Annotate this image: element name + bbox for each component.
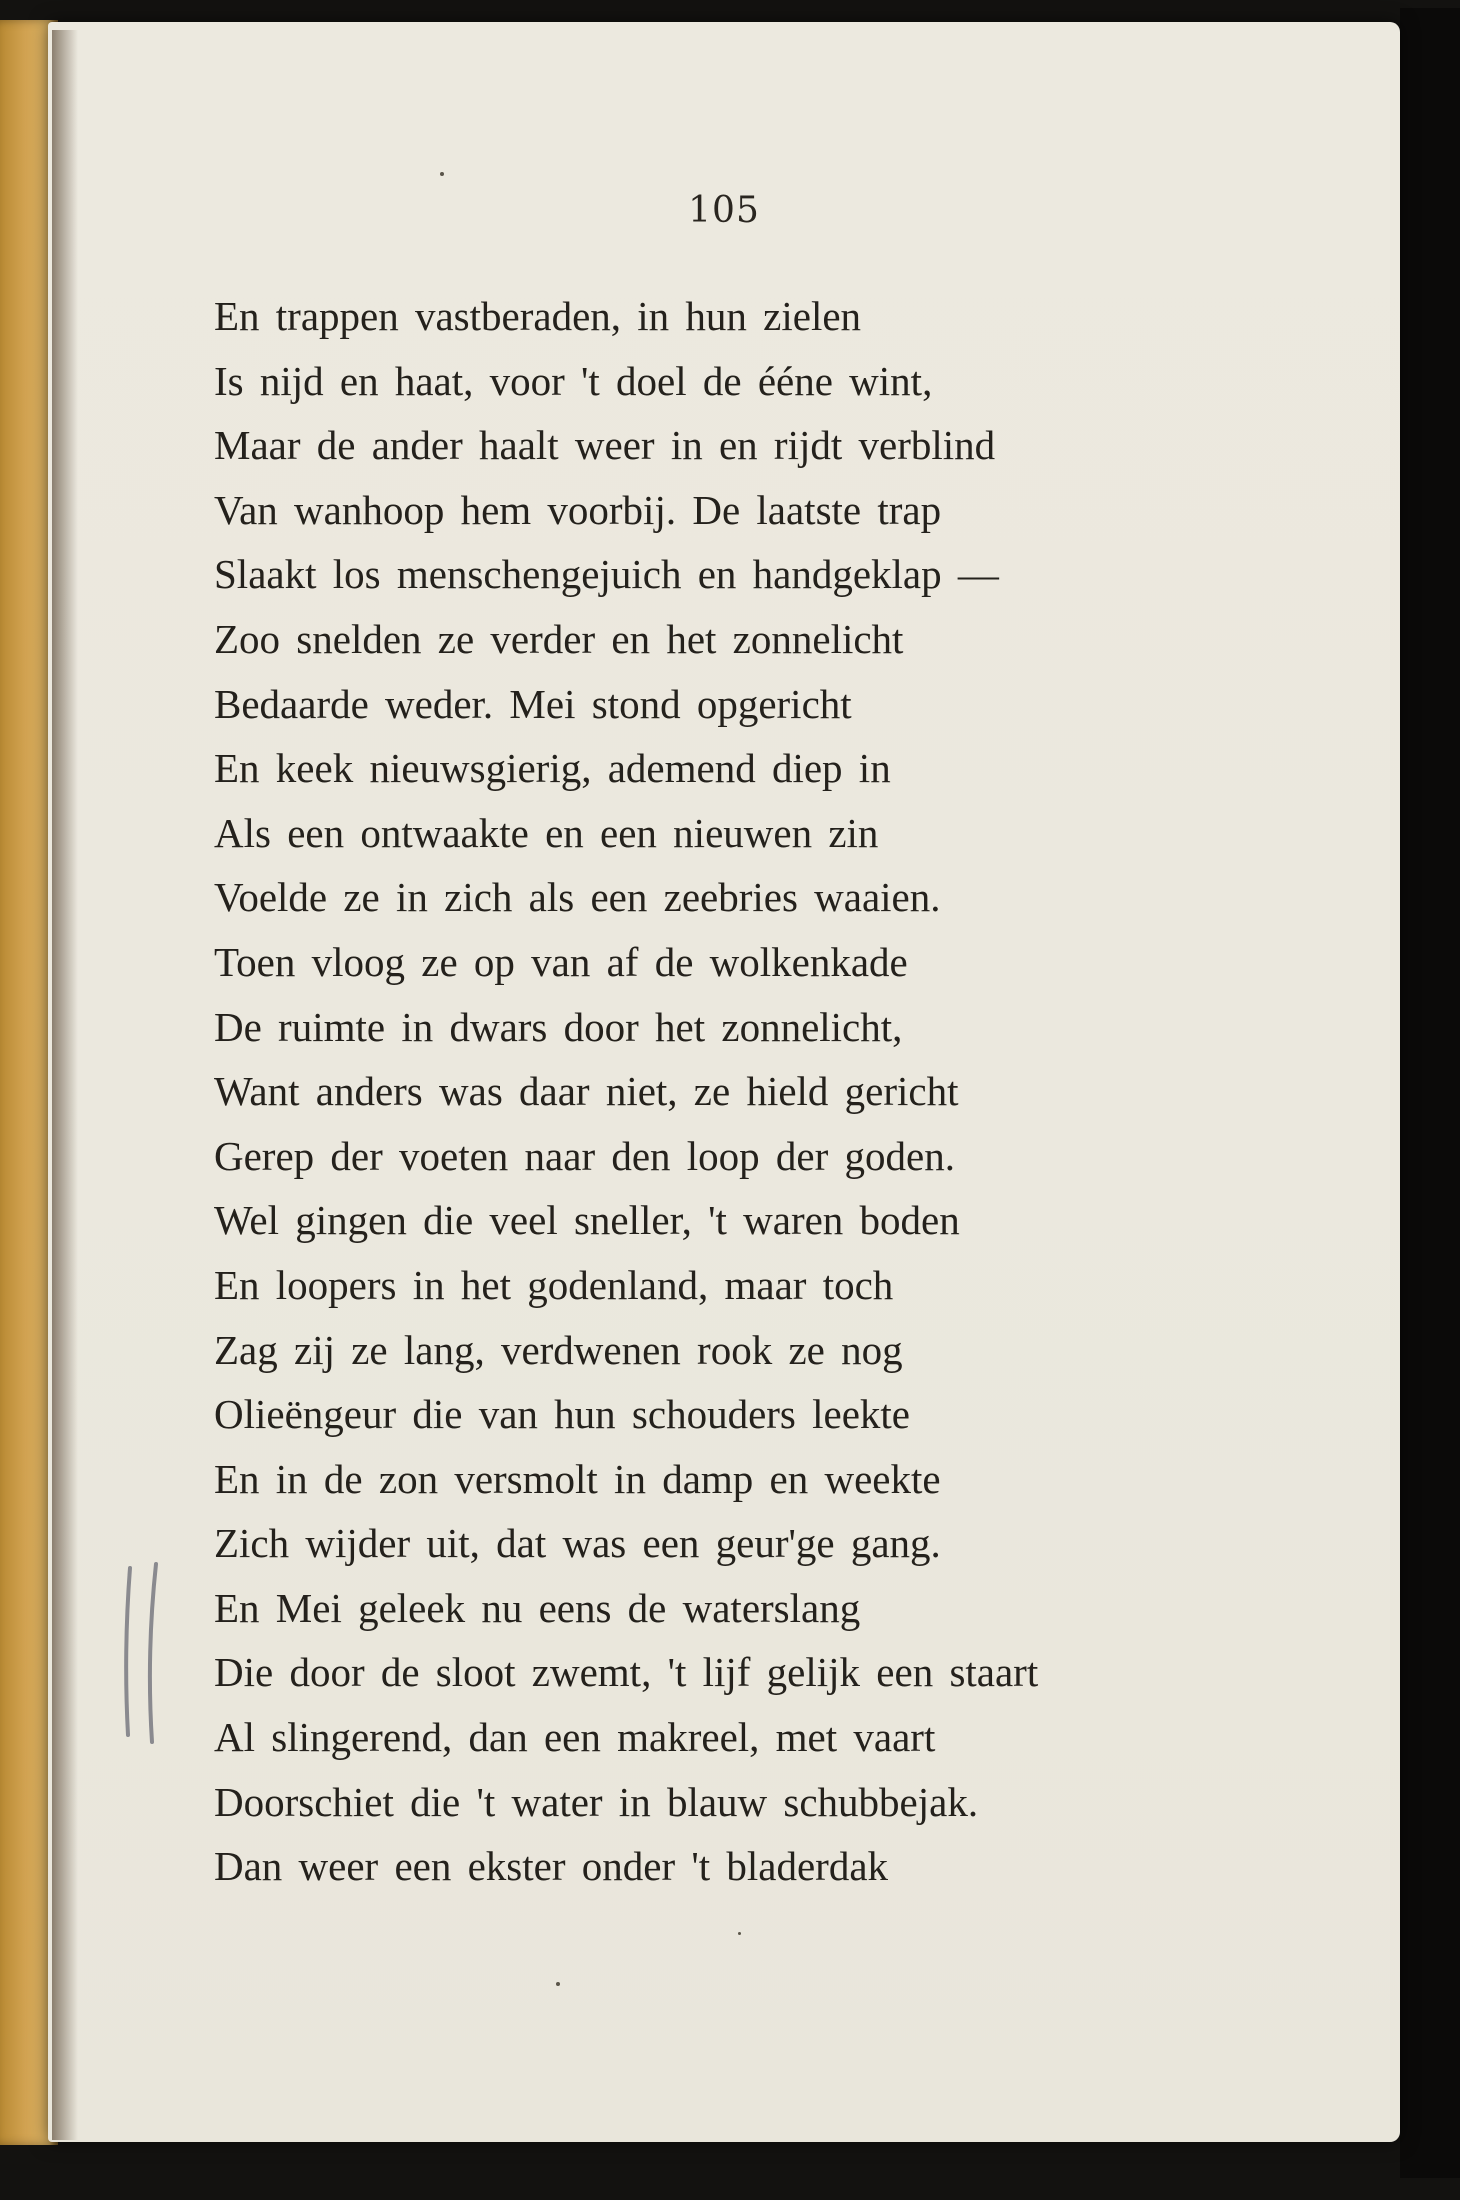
verse-line: Dan weer een ekster onder 't bladerdak (214, 1843, 889, 1890)
verse-line: Want anders was daar niet, ze hield gericht (214, 1068, 959, 1115)
verse-line: Die door de sloot zwemt, 't lijf gelijk een staart (214, 1649, 1039, 1696)
page-number: 105 (688, 190, 760, 231)
poem-text (214, 284, 1274, 1899)
verse-line: Voelde ze in zich als een zeebries waaien. (214, 874, 941, 921)
verse-line: Gerep der voeten naar den loop der goden. (214, 1132, 955, 1179)
paper-speck (440, 172, 444, 176)
verse-line: Zag zij ze lang, verdwenen rook ze nog (214, 1326, 903, 1373)
paper-speck (556, 1982, 560, 1986)
paper-speck (738, 1932, 741, 1935)
verse-line: Zich wijder uit, dat was een geur'ge gang. (214, 1520, 941, 1567)
verse-line: En trappen vastberaden, in hun zielen (214, 293, 862, 339)
verse-line: Zoo snelden ze verder en het zonnelicht (214, 615, 904, 662)
verse-line: Maar de ander haalt weer in en rijdt verblind (214, 422, 996, 469)
verse-line: De ruimte in dwars door het zonnelicht, (214, 1003, 903, 1050)
gutter-shadow (52, 30, 78, 2140)
book-cover-edge (1400, 8, 1460, 2178)
verse-line: En loopers in het godenland, maar toch (214, 1261, 894, 1308)
verse-line: Als een ontwaakte en een nieuwen zin (214, 809, 879, 856)
book-page (48, 22, 1400, 2142)
verse-line: Toen vloog ze op van af de wolkenkade (214, 938, 908, 985)
verse-line: Olieëngeur die van hun schouders leekte (214, 1391, 911, 1438)
verse-line: Wel gingen die veel sneller, 't waren boden (214, 1197, 960, 1244)
verse-line: Bedaarde weder. Mei stond opgericht (214, 680, 852, 727)
verse-line: Doorschiet die 't water in blauw schubbejak. (214, 1778, 979, 1825)
verse-line: Is nijd en haat, voor 't doel de ééne wint, (214, 357, 933, 404)
verse-line: Van wanhoop hem voorbij. De laatste trap (214, 486, 942, 533)
verse-line: En in de zon versmolt in damp en weekte (214, 1455, 941, 1502)
verse-line: Al slingerend, dan een makreel, met vaart (214, 1714, 936, 1761)
verse-line: Slaakt los menschengejuich en handgeklap — (214, 551, 999, 598)
pencil-margin-mark (116, 1560, 176, 1750)
verse-line: En keek nieuwsgierig, ademend diep in (214, 745, 891, 792)
verse-line: En Mei geleek nu eens de waterslang (214, 1584, 861, 1631)
